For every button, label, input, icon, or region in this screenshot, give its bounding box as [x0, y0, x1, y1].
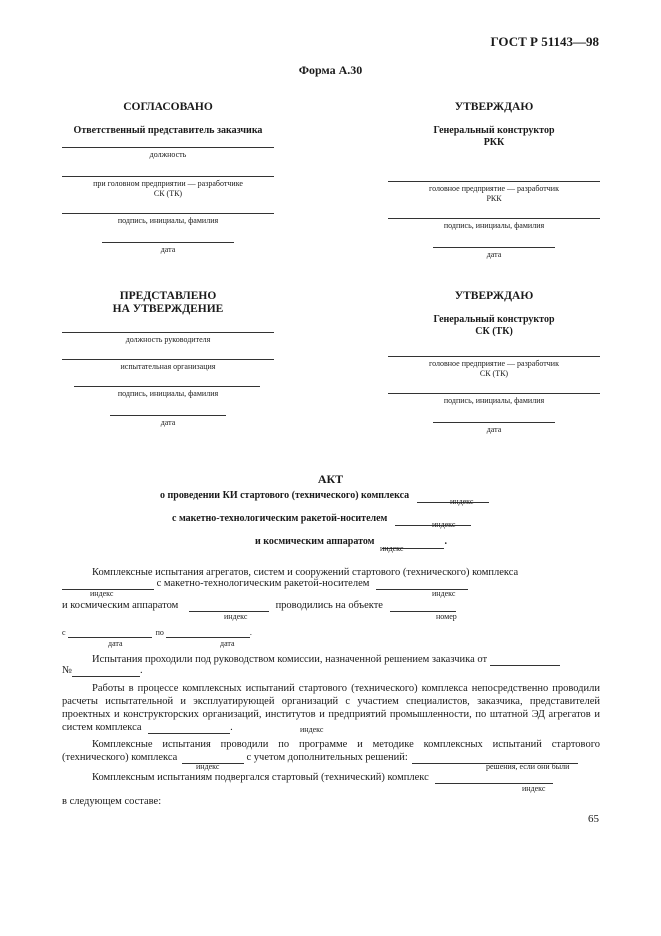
para-tests-rocket: с макетно-технологическим ракетой-носителем: [62, 577, 468, 590]
rkk-caption: РКК: [486, 194, 502, 203]
date-from-field[interactable]: [68, 629, 152, 638]
date-from-caption: дата: [108, 639, 123, 648]
index-caption-4: индекс: [90, 589, 114, 598]
para-tests-object: и космическим аппаратом проводились на объекте: [62, 599, 456, 612]
approval-block-rkk: [388, 101, 600, 260]
sk-caption: СК (ТК): [479, 369, 509, 378]
akt-line-1: о проведении КИ стартового (технического) комплекса: [160, 485, 489, 503]
akt-line-2: с макетно-технологическим ракетой-носителем: [172, 508, 471, 526]
index-caption-7: индекс: [300, 725, 324, 734]
head-enterprise-caption-sk: головное предприятие — разработчик: [429, 359, 559, 368]
signature-line-sk[interactable]: [388, 393, 600, 394]
signature-line-rkk[interactable]: [388, 218, 600, 219]
submitted-heading-2: НА УТВЕРЖДЕНИЕ: [112, 303, 224, 315]
chief-designer-label: Генеральный конструктор: [433, 125, 555, 136]
head-position-line[interactable]: [62, 332, 274, 333]
date-to-field[interactable]: [166, 629, 250, 638]
signature-caption-rkk: подпись, инициалы, фамилия: [443, 221, 545, 230]
index-caption-2: индекс: [432, 520, 456, 529]
signature-caption-sk: подпись, инициалы, фамилия: [443, 396, 545, 405]
object-number-field[interactable]: [390, 601, 456, 612]
agreed-heading: СОГЛАСОВАНО: [123, 101, 213, 113]
para-works: Работы в процессе комплексных испытаний стартового (технического) комплекса непосредственно проводили расчеты испытательной и эксплуатирующей организаций с участием специалистов, заказчика, представителей проектных и конструкторских организаций, институтов и предприятий промышленности, по штатной ЭД агрегатов и систем комплекса .: [62, 683, 600, 733]
spacecraft-index-field-2[interactable]: [189, 601, 269, 612]
para-program: Комплексные испытания проводили по программе и методике комплексных испытаний стартового (технического) комплекса с учетом дополнительных решений:: [62, 739, 600, 763]
approval-block-agreed: [62, 101, 274, 255]
customer-rep-label: Ответственный представитель заказчика: [73, 125, 263, 136]
test-org-caption: испытательная организация: [120, 362, 216, 371]
complex-index-field-3[interactable]: [148, 723, 230, 734]
date-range: с по .: [62, 628, 252, 637]
standard-number: ГОСТ Р 51143—98: [490, 34, 599, 49]
index-caption-5: индекс: [432, 589, 456, 598]
chief-designer-label-sk: Генеральный конструктор: [433, 314, 555, 325]
index-caption-9: индекс: [522, 784, 546, 793]
index-caption-8: индекс: [196, 762, 220, 771]
submitted-heading: ПРЕДСТАВЛЕНО: [119, 290, 217, 302]
index-caption-3: индекс: [380, 544, 404, 553]
signature-caption-submit: подпись, инициалы, фамилия: [117, 389, 219, 398]
date-line-sk[interactable]: [433, 422, 555, 423]
date-line-rkk[interactable]: [433, 247, 555, 248]
sk-label: СК (ТК): [475, 326, 513, 337]
submitted-block: [62, 290, 274, 428]
date-caption-sk: дата: [486, 425, 502, 434]
decisions-caption: решения, если они были: [486, 762, 570, 771]
signature-line-submit[interactable]: [74, 386, 260, 387]
approve-heading-sk: УТВЕРЖДАЮ: [454, 290, 534, 302]
index-caption-6: индекс: [224, 612, 248, 621]
index-caption-1: индекс: [450, 497, 474, 506]
approve-heading: УТВЕРЖДАЮ: [454, 101, 534, 113]
position-caption: должность: [149, 150, 187, 159]
form-title: Форма А.30: [298, 63, 363, 77]
para-commission-no: № .: [62, 665, 143, 676]
head-enterprise-line-sk[interactable]: [388, 356, 600, 357]
para-commission: Испытания проходили под руководством комиссии, назначенной решением заказчика от: [92, 653, 560, 666]
head-position-caption: должность руководителя: [125, 335, 211, 344]
position-line[interactable]: [62, 147, 274, 148]
page-number: 65: [588, 813, 599, 825]
enterprise-caption: при головном предприятии — разработчике: [93, 179, 243, 188]
date-caption-rkk: дата: [486, 250, 502, 259]
decision-number-field[interactable]: [72, 666, 140, 677]
date-to-caption: дата: [220, 639, 235, 648]
date-caption: дата: [160, 245, 176, 254]
akt-line-3: и космическим аппаратом .: [255, 536, 447, 547]
para-composition: в следующем составе:: [62, 796, 162, 807]
head-enterprise-caption: головное предприятие — разработчик: [429, 184, 559, 193]
approval-block-sk: [388, 290, 600, 435]
signature-line[interactable]: [62, 213, 274, 214]
decision-date-field[interactable]: [490, 655, 560, 666]
date-caption-submit: дата: [160, 418, 176, 427]
enterprise-caption-2: СК (ТК): [153, 189, 183, 198]
enterprise-line[interactable]: [62, 176, 274, 177]
head-enterprise-line[interactable]: [388, 181, 600, 182]
complex-index-field-5[interactable]: [435, 773, 553, 784]
para-tests-intro: Комплексные испытания агрегатов, систем и сооружений стартового (технического) комплекса: [92, 567, 519, 578]
date-line[interactable]: [102, 242, 234, 243]
akt-title: АКТ: [317, 472, 344, 486]
date-line-submit[interactable]: [110, 415, 226, 416]
para-complex: Комплексным испытаниям подвергался стартовый (технический) комплекс: [92, 771, 553, 784]
rkk-label: РКК: [483, 137, 505, 148]
signature-caption: подпись, инициалы, фамилия: [117, 216, 219, 225]
number-caption: номер: [436, 612, 457, 621]
test-org-line[interactable]: [62, 359, 274, 360]
